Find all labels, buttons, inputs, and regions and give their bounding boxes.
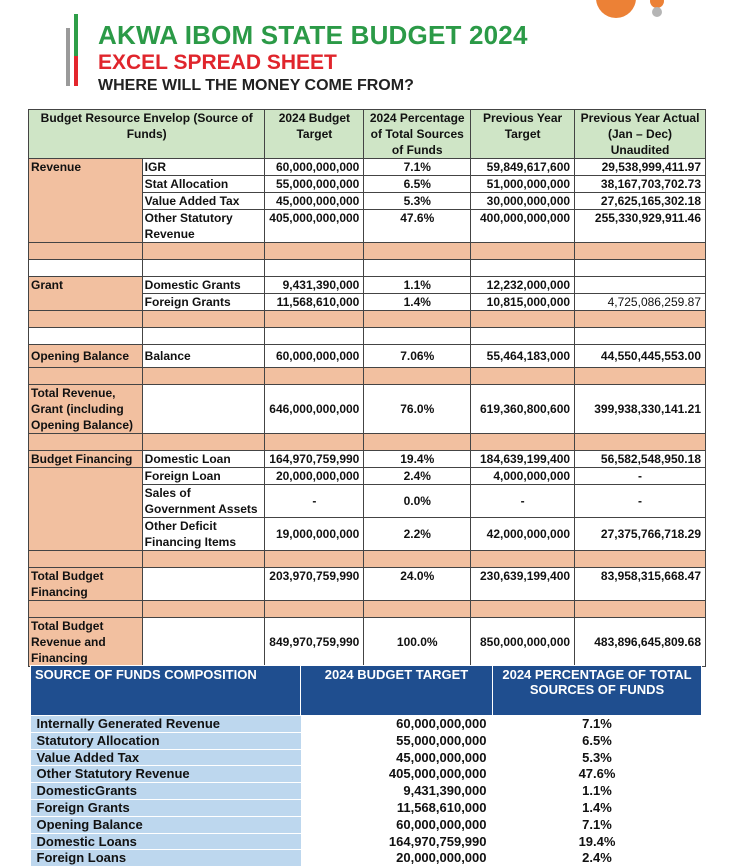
section-budget-financing: Budget Financing: [29, 451, 143, 468]
header-prev-target: Previous Year Target: [471, 110, 575, 159]
row-pct: 100.0%: [364, 618, 471, 667]
row-actual: 27,625,165,302.18: [575, 193, 706, 210]
header-target: 2024 Budget Target: [265, 110, 364, 159]
row-prev: -: [471, 485, 575, 518]
row-value: 60,000,000,000: [396, 816, 487, 832]
row-actual: -: [575, 485, 706, 518]
table-row: [31, 799, 702, 816]
row-pct: 7.1%: [582, 816, 612, 832]
row-item: IGR: [142, 159, 265, 176]
row-item: Domestic Grants: [142, 277, 265, 294]
decorative-bar-green: [74, 14, 78, 56]
row-pct: 47.6%: [364, 210, 471, 243]
section-grant: Grant: [29, 277, 143, 311]
row-item: Other Deficit Financing Items: [142, 518, 265, 551]
row-target: -: [265, 485, 364, 518]
row-label: Foreign Loans: [31, 850, 301, 867]
spacer-row: [29, 328, 706, 345]
row-item: Sales of Government Assets: [142, 485, 265, 518]
row-target: 203,970,759,990: [265, 568, 364, 601]
row-pct: 1.4%: [582, 799, 612, 815]
row-pct: 0.0%: [364, 485, 471, 518]
row-actual: 255,330,929,911.46: [575, 210, 706, 243]
row-pct: 5.3%: [582, 749, 612, 765]
table-row: [29, 385, 706, 434]
row-target: 60,000,000,000: [265, 345, 364, 368]
row-pct: 2.4%: [582, 850, 612, 866]
row-pct: 2.2%: [364, 518, 471, 551]
row-pct: 1.4%: [364, 294, 471, 311]
spacer-row: [29, 368, 706, 385]
row-value: 164,970,759,990: [388, 833, 487, 849]
row-value: 60,000,000,000: [396, 716, 487, 732]
row-label: Statutory Allocation: [31, 732, 301, 749]
row-actual: 56,582,548,950.18: [575, 451, 706, 468]
row-item-empty: [142, 385, 265, 434]
row-pct: 7.06%: [364, 345, 471, 368]
table-row: [31, 833, 702, 850]
row-prev: 10,815,000,000: [471, 294, 575, 311]
table-row: [31, 783, 702, 800]
row-value: 9,431,390,000: [403, 783, 487, 799]
row-prev: 184,639,199,400: [471, 451, 575, 468]
total-revenue-label: Total Revenue, Grant (including Opening Balance): [29, 385, 143, 434]
row-value: 20,000,000,000: [396, 850, 487, 866]
row-pct: 19.4%: [364, 451, 471, 468]
row-actual: 44,550,445,553.00: [575, 345, 706, 368]
row-prev: 4,000,000,000: [471, 468, 575, 485]
decorative-circle-orange: [596, 0, 636, 18]
row-item: Foreign Loan: [142, 468, 265, 485]
row-target: 19,000,000,000: [265, 518, 364, 551]
row-value: 405,000,000,000: [388, 766, 487, 782]
table-row: [31, 749, 702, 766]
row-target: 164,970,759,990: [265, 451, 364, 468]
row-label: Internally Generated Revenue: [31, 716, 301, 733]
row-prev: 55,464,183,000: [471, 345, 575, 368]
row-actual: 38,167,703,702.73: [575, 176, 706, 193]
table-row: [29, 618, 706, 667]
row-label: Opening Balance: [31, 816, 301, 833]
row-prev: 619,360,800,600: [471, 385, 575, 434]
row-actual: [575, 277, 706, 294]
row-pct: 76.0%: [364, 385, 471, 434]
source-of-funds-table: [30, 665, 702, 867]
page-title: AKWA IBOM STATE BUDGET 2024: [98, 20, 528, 50]
row-prev: 230,639,199,400: [471, 568, 575, 601]
spacer-row: [29, 243, 706, 260]
header-source-composition: SOURCE OF FUNDS COMPOSITION: [31, 666, 301, 716]
table-row: [29, 451, 706, 468]
row-pct: 1.1%: [582, 783, 612, 799]
decorative-circle-gray: [652, 7, 662, 17]
spacer-row: [29, 551, 706, 568]
table-row: [29, 568, 706, 601]
row-item: Other Statutory Revenue: [142, 210, 265, 243]
row-item: Domestic Loan: [142, 451, 265, 468]
table-row: [31, 850, 702, 867]
header-budget-target: 2024 BUDGET TARGET: [301, 666, 493, 716]
row-pct: 7.1%: [364, 159, 471, 176]
table-row: [31, 816, 702, 833]
header-percentage: 2024 PERCENTAGE OF TOTAL SOURCES OF FUNDS: [493, 666, 702, 716]
row-target: 55,000,000,000: [265, 176, 364, 193]
row-pct: 7.1%: [582, 716, 612, 732]
row-actual: 399,938,330,141.21: [575, 385, 706, 434]
row-prev: 30,000,000,000: [471, 193, 575, 210]
row-target: 45,000,000,000: [265, 193, 364, 210]
row-pct: 2.4%: [364, 468, 471, 485]
row-prev: 59,849,617,600: [471, 159, 575, 176]
spacer-row: [29, 260, 706, 277]
row-pct: 5.3%: [364, 193, 471, 210]
row-prev: 12,232,000,000: [471, 277, 575, 294]
row-value: 45,000,000,000: [396, 749, 487, 765]
page-question: WHERE WILL THE MONEY COME FROM?: [98, 77, 414, 94]
row-label: Domestic Loans: [31, 833, 301, 850]
row-actual: -: [575, 468, 706, 485]
row-item: Foreign Grants: [142, 294, 265, 311]
row-pct: 1.1%: [364, 277, 471, 294]
decorative-bar-red: [74, 56, 78, 86]
budget-resource-table: [28, 109, 706, 667]
header-prev-actual: Previous Year Actual (Jan – Dec) Unaudited: [575, 110, 706, 159]
row-item: Value Added Tax: [142, 193, 265, 210]
row-target: 646,000,000,000: [265, 385, 364, 434]
table-row: [29, 345, 706, 368]
table-row: [29, 277, 706, 294]
row-item: Balance: [142, 345, 265, 368]
row-target: 849,970,759,990: [265, 618, 364, 667]
spacer-row: [29, 601, 706, 618]
row-pct: 6.5%: [582, 732, 612, 748]
row-target: 9,431,390,000: [265, 277, 364, 294]
table-header-row: [29, 110, 706, 159]
section-opening-balance: Opening Balance: [29, 345, 143, 368]
row-value: 11,568,610,000: [396, 799, 487, 815]
row-pct: 6.5%: [364, 176, 471, 193]
table-row: [31, 732, 702, 749]
row-item-empty: [142, 618, 265, 667]
row-target: 20,000,000,000: [265, 468, 364, 485]
row-actual: 4,725,086,259.87: [575, 294, 706, 311]
row-target: 405,000,000,000: [265, 210, 364, 243]
row-actual: 29,538,999,411.97: [575, 159, 706, 176]
row-prev: 400,000,000,000: [471, 210, 575, 243]
row-target: 11,568,610,000: [265, 294, 364, 311]
row-prev: 42,000,000,000: [471, 518, 575, 551]
table-row: [29, 159, 706, 176]
row-prev: 51,000,000,000: [471, 176, 575, 193]
spacer-row: [29, 434, 706, 451]
total-financing-label: Total Budget Financing: [29, 568, 143, 601]
row-pct: 47.6%: [578, 766, 616, 782]
header-pct: 2024 Percentage of Total Sources of Funds: [364, 110, 471, 159]
page-subtitle: EXCEL SPREAD SHEET: [98, 51, 337, 74]
decorative-bar-gray: [66, 28, 70, 86]
table-row: [29, 468, 706, 485]
spacer-row: [29, 311, 706, 328]
row-pct: 19.4%: [578, 833, 616, 849]
row-target: 60,000,000,000: [265, 159, 364, 176]
row-label: Foreign Grants: [31, 799, 301, 816]
row-prev: 850,000,000,000: [471, 618, 575, 667]
section-revenue: Revenue: [29, 159, 143, 243]
row-actual: 483,896,645,809.68: [575, 618, 706, 667]
header-source: Budget Resource Envelop (Source of Funds): [29, 110, 265, 159]
table-row: [31, 716, 702, 733]
row-actual: 27,375,766,718.29: [575, 518, 706, 551]
row-pct: 24.0%: [364, 568, 471, 601]
row-item: Stat Allocation: [142, 176, 265, 193]
row-label: Value Added Tax: [31, 749, 301, 766]
table-header-row: [31, 666, 702, 716]
row-label: DomesticGrants: [31, 783, 301, 800]
row-actual: 83,958,315,668.47: [575, 568, 706, 601]
row-value: 55,000,000,000: [396, 732, 487, 748]
table-row: [31, 766, 702, 783]
row-item-empty: [142, 568, 265, 601]
grand-total-label: Total Budget Revenue and Financing: [29, 618, 143, 667]
row-label: Other Statutory Revenue: [31, 766, 301, 783]
